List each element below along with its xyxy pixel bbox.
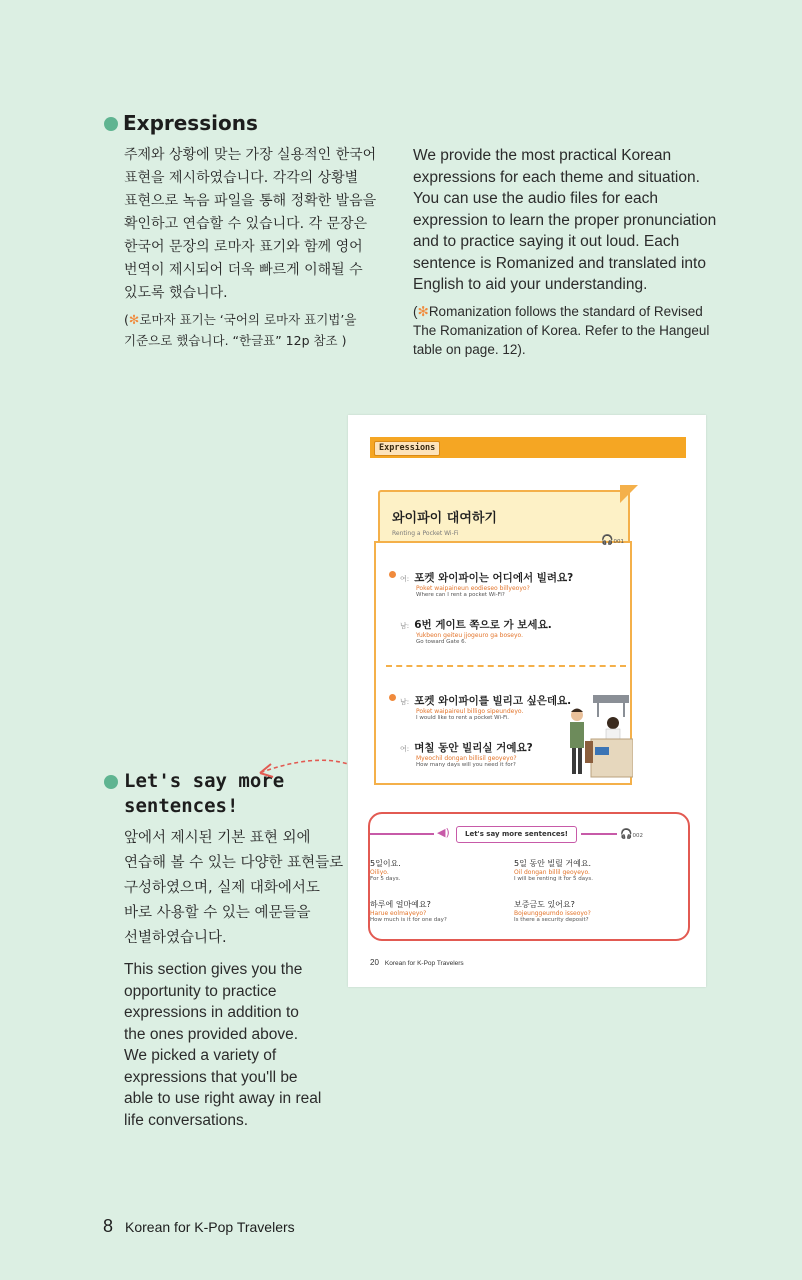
text-line: opportunity to practice — [124, 982, 277, 1000]
text-line: 연습해 볼 수 있는 다양한 표현들로 — [124, 855, 344, 871]
example-korean: 5일이요. — [370, 859, 401, 868]
text-line: and to practice saying it out loud. Each — [413, 233, 680, 250]
example-korean: 5일 동안 빌릴 거예요. — [514, 859, 592, 868]
rental-counter-illustration — [563, 691, 633, 781]
heading-line: sentences! — [124, 795, 239, 817]
dialog-line — [400, 613, 552, 645]
dashed-divider — [386, 665, 626, 667]
dialog-romanization: Poket waipaireul billigo sipeundeyo. — [416, 708, 524, 715]
text-line: 확인하고 연습할 수 있습니다. 각 문장은 — [124, 216, 368, 232]
preview-footer-text: Korean for K-Pop Travelers — [384, 960, 464, 967]
example-romanization: Harue eolmayeyo? — [370, 910, 427, 917]
dialog-english: I would like to rent a pocket Wi-Fi. — [416, 715, 509, 721]
speaker-label: 여: — [400, 575, 410, 583]
headphones-icon: 🎧 — [601, 535, 614, 546]
audio-track-2 — [620, 822, 643, 841]
text-line: 표현을 제시하였습니다. 각각의 상황별 — [124, 170, 359, 186]
dialog-english: Go toward Gate 6. — [416, 639, 467, 645]
text-line: This section gives you the — [124, 961, 303, 978]
dialog-title-english: Renting a Pocket Wi-Fi — [392, 530, 459, 537]
asterisk-icon: ✻ — [417, 304, 429, 319]
sample-page-preview — [348, 415, 706, 987]
preview-footer — [370, 958, 464, 967]
footer-text: Korean for K-Pop Travelers — [125, 1219, 295, 1235]
dialog-line — [400, 566, 573, 598]
audio-track-number: 001 — [613, 539, 624, 545]
page-number: 8 — [103, 1216, 114, 1236]
text-line: expressions in addition to — [124, 1004, 299, 1021]
text-line: 한국어 문장의 로마자 표기와 함께 영어 — [124, 239, 363, 255]
text-line: 번역이 제시되어 더욱 빠르게 이해될 수 — [124, 262, 363, 278]
text-line: expression to learn the proper pronunciation — [413, 211, 717, 229]
audio-track-1 — [601, 528, 624, 547]
example-romanization: Bojeunggeumdo isseoyo? — [514, 910, 591, 917]
example-romanization: Oiliyo. — [370, 869, 389, 876]
text-line: (✻로마자 표기는 ‘국어의 로마자 표기법’을 — [124, 312, 357, 327]
text-line: 기준으로 했습니다. “한글표” 12p 참조 ) — [124, 333, 347, 348]
audio-track-number: 002 — [632, 833, 643, 839]
text-line: expressions for each theme and situation. — [413, 168, 700, 186]
speaker-label: 여: — [400, 745, 410, 753]
speaker-label: 남: — [400, 698, 410, 706]
text-line: The Romanization of Korea. Refer to the Hangeul — [413, 323, 710, 338]
text-line: We provide the most practical Korean — [413, 147, 672, 164]
divider-line — [370, 833, 434, 835]
text-line: 있도록 했습니다. — [124, 285, 228, 301]
say-more-label: Let's say more sentences! — [456, 826, 577, 843]
dialog-romanization: Myeochil dongan billisil geoyeyo? — [416, 755, 517, 762]
speech-dot-icon — [389, 571, 396, 578]
heading-line: Let's say more — [124, 770, 285, 792]
folded-corner — [620, 485, 638, 503]
text-line: able to use right away in real — [124, 1090, 322, 1107]
dialog-english: How many days will you need it for? — [416, 762, 516, 768]
dialog-english: Where can I rent a pocket Wi-Fi? — [416, 592, 505, 598]
example-romanization: Oil dongan billil geoyeyo. — [514, 869, 590, 876]
text-line: English to aid your understanding. — [413, 276, 648, 293]
dialog-romanization: Yukbeon geiteu jjogeuro ga boseyo. — [416, 632, 523, 639]
text-line: You can use the audio files for each — [413, 190, 659, 207]
dialog-korean: 며칠 동안 빌리실 거예요? — [414, 742, 533, 754]
example-english: How much is it for one day? — [370, 917, 447, 923]
expressions-tag: Expressions — [374, 441, 440, 456]
example-english: I will be renting it for 5 days. — [514, 876, 593, 882]
speech-dot-icon — [389, 694, 396, 701]
example-english: For 5 days. — [370, 876, 401, 882]
dialog-line — [400, 689, 571, 721]
text-line: (✻Romanization follows the standard of Revised — [413, 304, 703, 319]
text-line: 선별하였습니다. — [124, 930, 227, 946]
example-sentence — [370, 899, 447, 923]
dialog-korean: 포켓 와이파이는 어디에서 빌려요? — [414, 572, 574, 584]
text-line: the ones provided above. — [124, 1025, 299, 1043]
text-line: 구성하였으며, 실제 대화에서도 — [124, 880, 320, 896]
dialog-korean: 포켓 와이파이를 빌리고 싶은데요. — [414, 695, 572, 707]
text-line: table on page. 12). — [413, 342, 526, 357]
headphones-icon: 🎧 — [620, 829, 633, 840]
example-korean: 하루에 얼마예요? — [370, 900, 431, 909]
text-line: expressions that you'll be — [124, 1068, 298, 1086]
dialog-korean: 6번 게이트 쪽으로 가 보세요. — [414, 619, 552, 631]
text-line: 앞에서 제시된 기본 표현 외에 — [124, 830, 311, 846]
text-line: 표현으로 녹음 파일을 통해 정확한 발음을 — [124, 193, 377, 209]
text-line: 바로 사용할 수 있는 예문들을 — [124, 905, 311, 921]
text-line: We picked a variety of — [124, 1047, 277, 1064]
example-sentence — [514, 858, 593, 882]
page-footer — [103, 1216, 295, 1237]
preview-page-number: 20 — [370, 958, 379, 967]
example-sentence — [514, 899, 591, 923]
example-english: Is there a security deposit? — [514, 917, 589, 923]
speaker-label: 남: — [400, 622, 410, 630]
dialog-line — [400, 736, 533, 768]
text-line: sentence is Romanized and translated into — [413, 254, 706, 272]
dialog-title-korean: 와이파이 대여하기 — [392, 511, 497, 526]
dialog-romanization: Poket waipaineun eodieseo billyeoyo? — [416, 585, 530, 592]
text-line: life conversations. — [124, 1111, 249, 1129]
asterisk-icon: ✻ — [128, 312, 140, 327]
divider-line — [581, 833, 617, 835]
expressions-heading: Expressions — [123, 111, 258, 135]
example-sentence — [370, 858, 401, 882]
text-line: 주제와 상황에 맞는 가장 실용적인 한국어 — [124, 147, 377, 163]
speaker-icon: ◀) — [437, 826, 450, 839]
example-korean: 보증금도 있어요? — [514, 900, 575, 909]
